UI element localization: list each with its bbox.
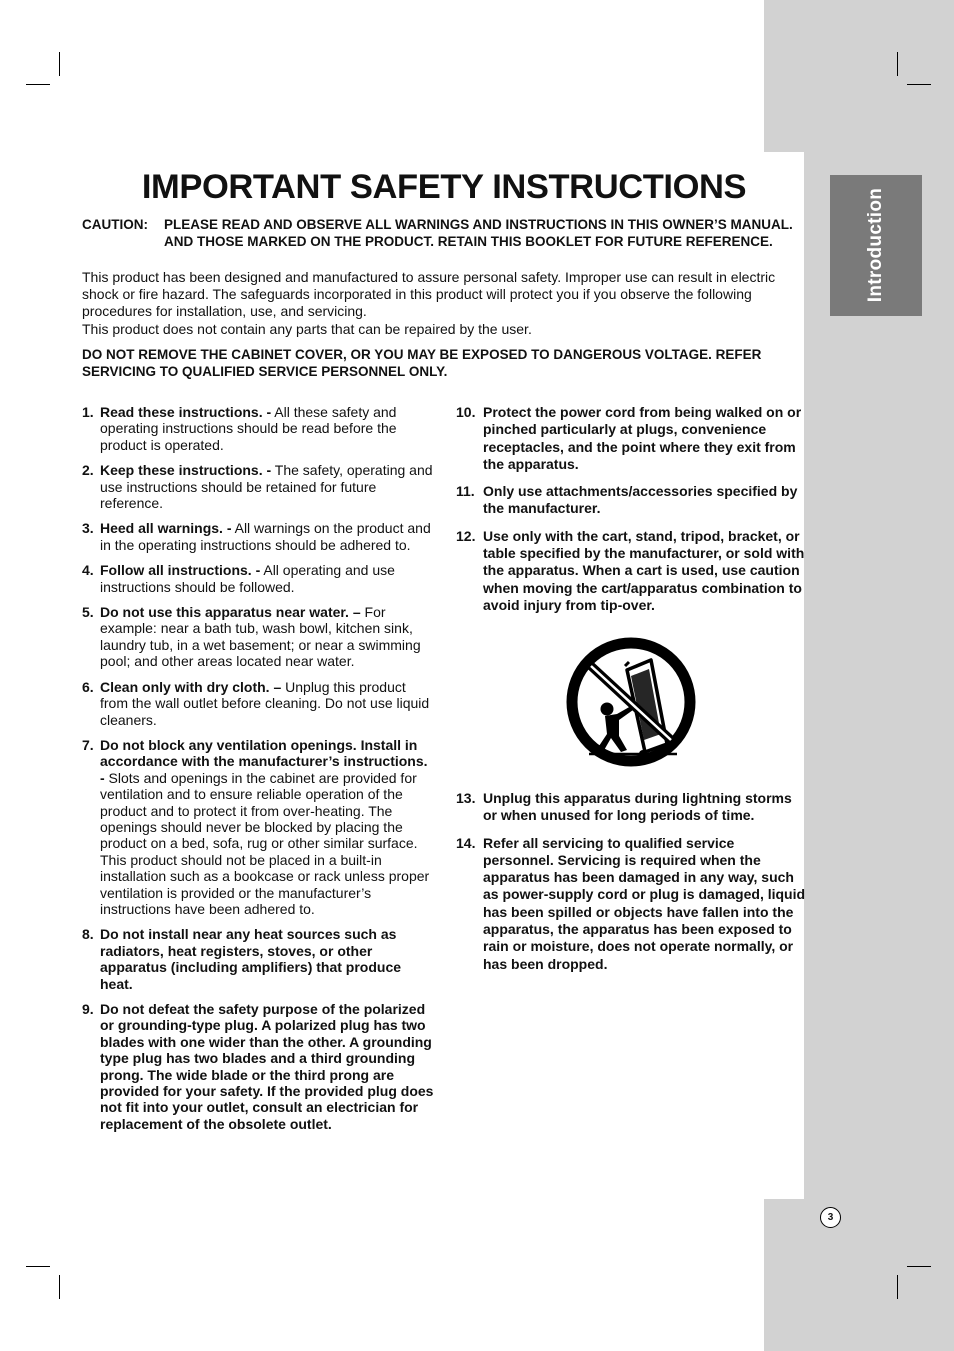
crop-mark [59, 52, 60, 76]
item-heading: Refer all servicing to qualified service personnel. Servicing is required when the apparatus has been damaged in any way, such as power-supply cord or plug is damaged, liquid has been spilled or objects have fallen into the apparatus, the apparatus has been exposed to rain or moisture, does not operate normally, or has been dropped. [483, 834, 806, 972]
item-heading: Unplug this apparatus during lightning storms or when unused for long periods of time. [483, 790, 792, 824]
crop-mark [59, 1275, 60, 1299]
voltage-warning: DO NOT REMOVE THE CABINET COVER, OR YOU MAY BE EXPOSED TO DANGEROUS VOLTAGE. REFER SERVICING TO QUALIFIED SERVICE PERSONNEL ONLY. [82, 347, 762, 379]
item-number: 3. [82, 520, 94, 537]
caution-text: PLEASE READ AND OBSERVE ALL WARNINGS AND INSTRUCTIONS IN THIS OWNER’S MANUAL. AND THOSE MARKED ON THE PRODUCT. RETAIN THIS BOOKLET FOR FUTURE REFERENCE. [164, 217, 793, 249]
instruction-item [456, 835, 808, 973]
instructions-right-column [456, 404, 808, 624]
crop-mark [897, 1275, 898, 1299]
section-tab-label: Introduction [865, 187, 886, 303]
item-heading: Keep these instructions. - [100, 462, 272, 479]
crop-mark [26, 1266, 50, 1267]
crop-mark [907, 84, 931, 85]
item-number: 11. [456, 483, 475, 500]
item-number: 6. [82, 678, 94, 695]
sidebar-background-top [764, 0, 954, 152]
item-number: 7. [82, 736, 94, 753]
item-number: 5. [82, 604, 94, 621]
instructions-right-column-lower [456, 790, 808, 983]
instruction-item [456, 528, 808, 614]
instruction-item [82, 679, 434, 728]
cart-tip-over-warning-icon [565, 636, 697, 768]
crop-mark [907, 1266, 931, 1267]
page-number: 3 [820, 1207, 841, 1228]
item-number: 8. [82, 926, 94, 943]
item-number: 13. [456, 790, 476, 806]
item-heading: Read these instructions. - [100, 404, 272, 420]
item-number: 2. [82, 462, 94, 479]
item-number: 4. [82, 562, 94, 579]
instruction-item [82, 737, 434, 917]
item-heading: Use only with the cart, stand, tripod, bracket, or table specified by the manufacturer, or sold with the apparatus. When a cart is used, use caution when moving the cart/apparatus combination to avoid injury from tip-over. [483, 527, 805, 613]
instruction-item [456, 790, 808, 825]
instruction-item [82, 404, 434, 453]
item-heading: Follow all instructions. - [100, 562, 261, 579]
item-heading: Heed all warnings. - [100, 520, 232, 537]
item-body: All operating and use instructions should be followed. [100, 562, 395, 595]
item-number: 1. [82, 404, 94, 420]
crop-mark [26, 84, 50, 85]
crop-mark [897, 52, 898, 76]
item-heading: Protect the power cord from being walked on or pinched particularly at plugs, convenience receptacles, and the point where they exit from the apparatus. [483, 404, 802, 472]
item-body: Unplug this product from the wall outlet before cleaning. Do not use liquid cleaners. [100, 678, 430, 728]
item-heading: Clean only with dry cloth. – [100, 678, 282, 695]
item-body: The safety, operating and use instructions should be retained for future reference. [100, 462, 433, 512]
item-heading: Do not block any ventilation openings. Install in accordance with the manufacturer’s instructions. - [100, 736, 428, 786]
item-body: Slots and openings in the cabinet are provided for ventilation and to ensure reliable operation of the product and to protect it from over-heating. The openings should never be blocked by placing the product on a bed, sofa, rug or other similar surface. This product should not be placed in a built-in installation such as a bookcase or rack unless proper ventilation is provided or the manufacturer’s instructions have been adhered to. [100, 769, 430, 917]
instructions-left-column [82, 404, 434, 1141]
instruction-item [82, 462, 434, 511]
item-heading: Do not install near any heat sources such as radiators, heat registers, stoves, or other apparatus (including amplifiers) that produce heat. [100, 926, 402, 992]
instruction-item [456, 483, 808, 518]
instruction-item [82, 562, 434, 595]
instruction-item [82, 604, 434, 670]
item-body: All warnings on the product and in the operating instructions should be adhered to. [100, 520, 431, 553]
instruction-item [456, 404, 808, 473]
intro-paragraph-parts: This product does not contain any parts that can be repaired by the user. [82, 321, 532, 337]
instruction-item [82, 926, 434, 992]
item-heading: Do not defeat the safety purpose of the polarized or grounding-type plug. A polarized plug has two blades with one wider than the other. A grounding type plug has two blades and a third grounding prong. The wide blade or the third prong are provided for your safety. If the provided plug does not fit into your outlet, consult an electrician for replacement of the obsolete outlet. [100, 1001, 434, 1132]
sidebar-background-bottom [764, 1199, 954, 1351]
intro-paragraph: This product has been designed and manufactured to assure personal safety. Improper use can result in electric shock or fire hazard. The safeguards incorporated in this product will protect you if you observe the following procedures for installation, use, and servicing. [82, 269, 776, 319]
caution-block [82, 216, 806, 250]
item-number: 9. [82, 1001, 94, 1017]
item-number: 12. [456, 527, 476, 544]
item-heading: Only use attachments/accessories specified by the manufacturer. [483, 483, 798, 517]
item-number: 14. [456, 834, 476, 851]
instruction-item [82, 520, 434, 553]
item-number: 10. [456, 404, 476, 420]
item-heading: Do not use this apparatus near water. – [100, 604, 361, 621]
item-body: For example: near a bath tub, wash bowl, kitchen sink, laundry tub, in a wet basement; or near a swimming pool; and other areas located near water. [100, 604, 421, 670]
caution-label: CAUTION: [82, 217, 148, 232]
instruction-item [82, 1001, 434, 1132]
item-body: All these safety and operating instructions should be read before the product is operated. [100, 404, 397, 453]
page-title: IMPORTANT SAFETY INSTRUCTIONS [141, 168, 747, 206]
